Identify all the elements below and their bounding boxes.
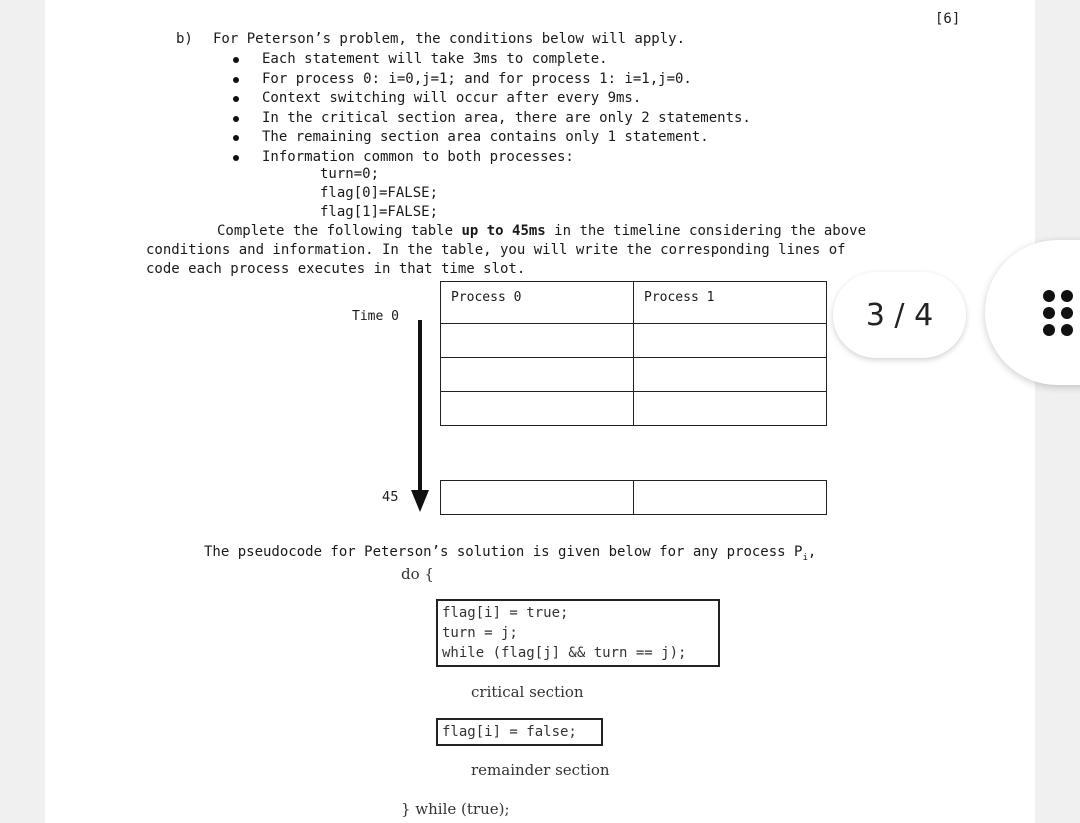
bullet-icon bbox=[233, 96, 239, 102]
question-intro: For Peterson’s problem, the conditions below will apply. bbox=[213, 31, 686, 47]
list-item: Each statement will take 3ms to complete. bbox=[225, 50, 751, 70]
timeline-arrow bbox=[418, 320, 422, 492]
list-item: In the critical section area, there are only 2 statements. bbox=[225, 109, 751, 129]
bullet-icon bbox=[233, 77, 239, 83]
code-line: flag[i] = true; bbox=[442, 605, 569, 621]
bullet-icon bbox=[233, 155, 239, 161]
common-info-line: flag[1]=FALSE; bbox=[320, 204, 439, 220]
common-info-line: flag[0]=FALSE; bbox=[320, 185, 439, 201]
table-cell[interactable] bbox=[634, 358, 827, 392]
table-row bbox=[441, 392, 827, 426]
exit-code-box bbox=[436, 718, 603, 746]
code-line: turn = j; bbox=[442, 625, 518, 641]
table-cell[interactable] bbox=[441, 392, 634, 426]
bullet-icon bbox=[233, 135, 239, 141]
code-line: flag[i] = false; bbox=[442, 724, 577, 740]
table-row bbox=[441, 324, 827, 358]
pseudocode-intro: The pseudocode for Peterson’s solution is given below for any process $P_i$, bbox=[204, 544, 817, 563]
marks-label: [6] bbox=[935, 11, 961, 27]
timeline-table-end bbox=[440, 480, 827, 515]
code-line: while (flag[j] && turn == j); bbox=[442, 645, 687, 661]
list-item: Context switching will occur after every 9ms. bbox=[225, 89, 751, 109]
while-close: } while (true); bbox=[401, 800, 510, 818]
critical-section-label: critical section bbox=[471, 683, 584, 701]
table-cell[interactable] bbox=[634, 481, 827, 515]
table-row bbox=[441, 358, 827, 392]
arrow-down-icon bbox=[411, 490, 429, 512]
table-cell[interactable] bbox=[441, 481, 634, 515]
conditions-list bbox=[225, 50, 751, 167]
common-info-line: turn=0; bbox=[320, 166, 380, 182]
list-item: For process 0: i=0,j=1; and for process 1: i=1,j=0. bbox=[225, 70, 751, 90]
instruction-line: Complete the following table up to 45ms in the timeline considering the above bbox=[217, 223, 867, 239]
bullet-icon bbox=[233, 116, 239, 122]
do-open: do { bbox=[401, 565, 434, 583]
table-header-row bbox=[441, 282, 827, 324]
timeline-table bbox=[440, 281, 827, 426]
time-end-label: 45 bbox=[382, 490, 399, 505]
header-process-0: Process 0 bbox=[441, 282, 634, 324]
list-item: The remaining section area contains only 1 statement. bbox=[225, 128, 751, 148]
table-cell[interactable] bbox=[441, 324, 634, 358]
list-item: Information common to both processes: bbox=[225, 148, 751, 168]
table-cell[interactable] bbox=[441, 358, 634, 392]
instruction-line: code each process executes in that time slot. bbox=[146, 261, 526, 277]
page-indicator: 3 / 4 bbox=[833, 272, 966, 358]
table-cell[interactable] bbox=[634, 392, 827, 426]
entry-code-box bbox=[436, 599, 720, 667]
instruction-line: conditions and information. In the table, you will write the corresponding lines of bbox=[146, 242, 846, 258]
table-cell[interactable] bbox=[634, 324, 827, 358]
table-row bbox=[441, 481, 827, 515]
header-process-1: Process 1 bbox=[634, 282, 827, 324]
bullet-icon bbox=[233, 57, 239, 63]
remainder-section-label: remainder section bbox=[471, 761, 610, 779]
time-start-label: Time 0 bbox=[352, 309, 399, 324]
more-dots-icon[interactable] bbox=[1043, 290, 1075, 336]
question-label: b) bbox=[176, 31, 193, 47]
